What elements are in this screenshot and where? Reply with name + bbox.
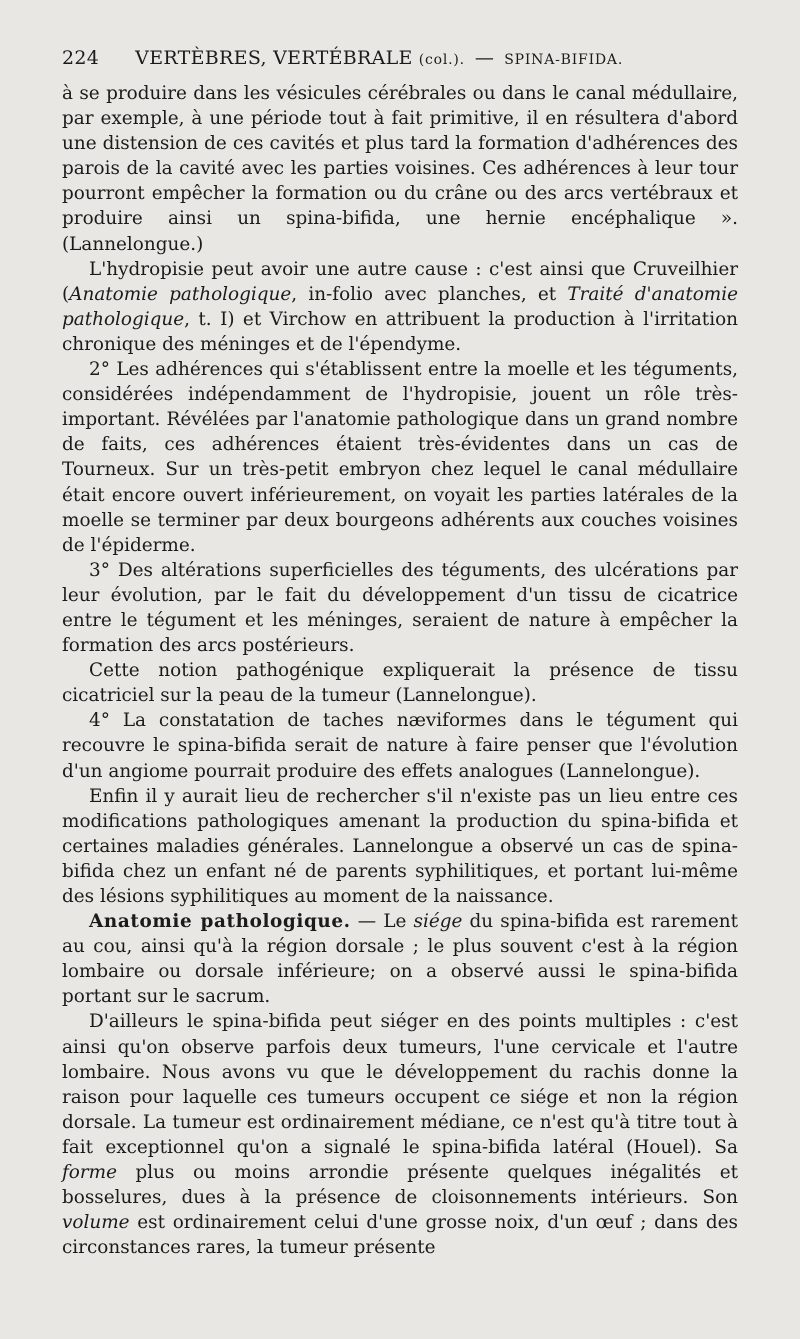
running-title: VERTÈBRES, VERTÉBRALE bbox=[135, 47, 413, 69]
paragraph-3: 2° Les adhérences qui s'établissent entre la moelle et les téguments, considérées indépendamment de l'hydropisie, jouent un rôle très-important. Révélées par l'anatomie pathologique dans un grand nombre de faits, ces adhérences étaient très-évidentes dans un cas de Tourneux. Sur un très-petit embryon chez lequel le canal médullaire était encore ouvert inférieurement, on voyait les parties latérales de la moelle se terminer par deux bourgeons adhérents aux couches voisines de l'épiderme. bbox=[62, 359, 738, 556]
p2-italic-2: Traité d'anatomie pathologique bbox=[62, 283, 738, 330]
paragraph-6: 4° La constatation de taches næviformes dans le tégument qui recouvre le spina-bifida serait de nature à faire penser que l'évolution d'un angiome pourrait produire des effets analogues (Lannelongue). bbox=[62, 710, 738, 782]
running-dash: — bbox=[474, 47, 495, 69]
p2-text-b: , in-folio avec planches, et bbox=[291, 283, 568, 305]
paragraph-9 bbox=[62, 1009, 738, 1260]
p2-italic-1: Anatomie pathologique bbox=[69, 283, 292, 305]
p9-italic-1: forme bbox=[62, 1162, 117, 1184]
p9-text-c: est ordinairement celui d'une grosse noix, d'un œuf ; dans des circonstances rares, la tumeur présente bbox=[62, 1212, 738, 1259]
p9-text-a: D'ailleurs le spina-bifida peut siéger en des points multiples : c'est ainsi qu'on observe parfois deux tumeurs, l'une cervicale et l'autre lombaire. Nous avons vu que le développement du rachis donne la raison pour laquelle ces tumeurs occupent ce siége et non la région dorsale. La tumeur est ordinairement médiane, ce n'est qu'à titre tout à fait exceptionnel qu'on a signalé le spina-bifida latéral (Houel). Sa bbox=[62, 1011, 738, 1158]
p2-text-c: , t. I) et Virchow en attribuent la production à l'irritation chronique des méninges et de l'épendyme. bbox=[62, 308, 738, 355]
paragraph-8 bbox=[62, 909, 738, 1009]
p8-text-a: — Le bbox=[350, 911, 414, 933]
running-head bbox=[62, 47, 738, 81]
page-number: 224 bbox=[62, 47, 100, 69]
p9-italic-2: volume bbox=[62, 1212, 130, 1234]
paragraph-7: Enfin il y aurait lieu de rechercher s'il n'existe pas un lieu entre ces modifications pathologiques amenant la production du spina-bifida et certaines maladies générales. Lannelongue a observé un cas de spina-bifida chez un enfant né de parents syphilitiques, et portant lui-même des lésions syphilitiques au moment de la naissance. bbox=[62, 785, 738, 907]
paragraph-5: Cette notion pathogénique expliquerait la présence de tissu cicatriciel sur la peau de la tumeur (Lannelongue). bbox=[62, 660, 738, 707]
body-text bbox=[62, 81, 738, 1260]
section-heading: Anatomie pathologique. bbox=[89, 911, 351, 933]
running-title-paren: (col.). bbox=[418, 52, 465, 68]
paragraph-2 bbox=[62, 257, 738, 357]
p8-italic-1: siége bbox=[413, 911, 463, 933]
paragraph-4: 3° Des altérations superficielles des téguments, des ulcérations par leur évolution, par le fait du développement d'un tissu de cicatrice entre le tégument et les méninges, seraient de nature à empêcher la formation des arcs postérieurs. bbox=[62, 559, 738, 657]
p8-text-b: du spina-bifida est rarement au cou, ainsi qu'à la région dorsale ; le plus souvent c'est à la région lombaire ou dorsale inférieure; on a observé aussi le spina-bifida portant sur le sacrum. bbox=[62, 911, 738, 1008]
p9-text-b: plus ou moins arrondie présente quelques inégalités et bosselures, dues à la présence de cloisonnements intérieurs. Son bbox=[62, 1162, 738, 1209]
running-subject: SPINA-BIFIDA. bbox=[504, 52, 624, 68]
paragraph-1: à se produire dans les vésicules cérébrales ou dans le canal médullaire, par exemple, à une période tout à fait primitive, il en résultera d'abord une distension de ces cavités et plus tard la formation d'adhérences des parois de la cavité avec les parties voisines. Ces adhérences à leur tour pourront empêcher la formation ou du crâne ou des arcs vertébraux et produire ainsi un spina-bifida, une hernie encéphalique ». (Lannelongue.) bbox=[62, 83, 738, 255]
p2-text-a: L'hydropisie peut avoir une autre cause : c'est ainsi que Cruveilhier ( bbox=[62, 258, 738, 305]
